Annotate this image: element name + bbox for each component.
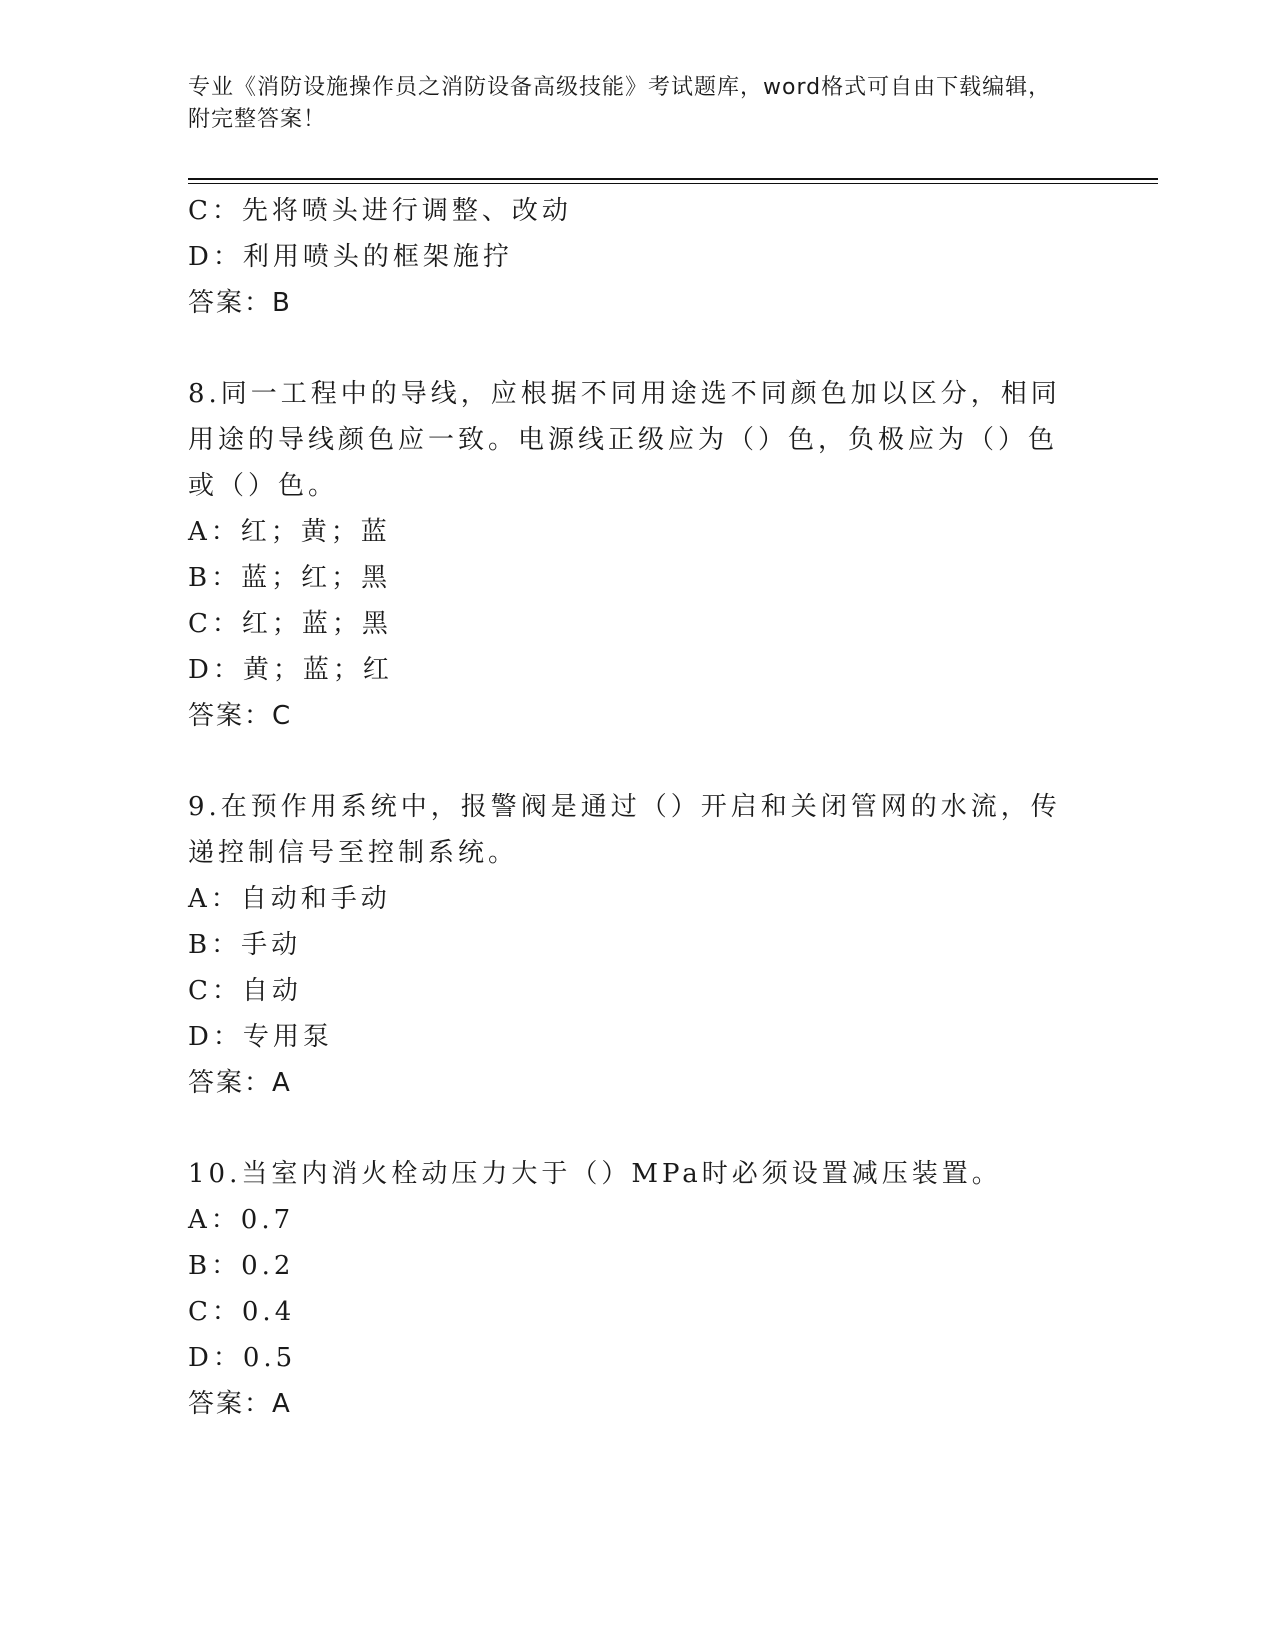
option-c: C：红；蓝；黑 [188, 609, 392, 639]
option-c: C：自动 [188, 976, 302, 1006]
header-divider [188, 178, 1158, 180]
header-divider-thin [188, 183, 1158, 184]
answer-line: 答案：A [188, 1389, 292, 1419]
option-d: D：黄；蓝；红 [188, 655, 393, 685]
option-d: D：利用喷头的框架施拧 [188, 242, 513, 272]
question-stem: 10.当室内消火栓动压力大于（）MPa时必须设置减压装置。 [188, 1159, 1002, 1189]
answer-line: 答案：C [188, 701, 293, 731]
option-b: B：蓝；红；黑 [188, 563, 392, 593]
option-a: A：自动和手动 [188, 884, 391, 914]
option-a: A：红；黄；蓝 [188, 517, 391, 547]
option-c: C：0.4 [188, 1297, 296, 1327]
answer-line: 答案：A [188, 1068, 292, 1098]
option-b: B：手动 [188, 930, 302, 960]
option-d: D：0.5 [188, 1343, 297, 1373]
option-d: D：专用泵 [188, 1022, 333, 1052]
option-c: C：先将喷头进行调整、改动 [188, 196, 572, 226]
option-a: A：0.7 [188, 1205, 295, 1235]
document-header: 专业《消防设施操作员之消防设备高级技能》考试题库，word格式可自由下载编辑，附完整答案！ [188, 75, 1052, 132]
question-stem: 9.在预作用系统中，报警阀是通过（）开启和关闭管网的水流，传递控制信号至控制系统。 [188, 792, 1061, 868]
question-list [188, 188, 1068, 1427]
question-stem: 8.同一工程中的导线，应根据不同用途选不同颜色加以区分，相同用途的导线颜色应一致。电源线正级应为（）色，负极应为（）色或（）色。 [188, 379, 1061, 501]
option-b: B：0.2 [188, 1251, 295, 1281]
answer-line: 答案：B [188, 288, 292, 318]
